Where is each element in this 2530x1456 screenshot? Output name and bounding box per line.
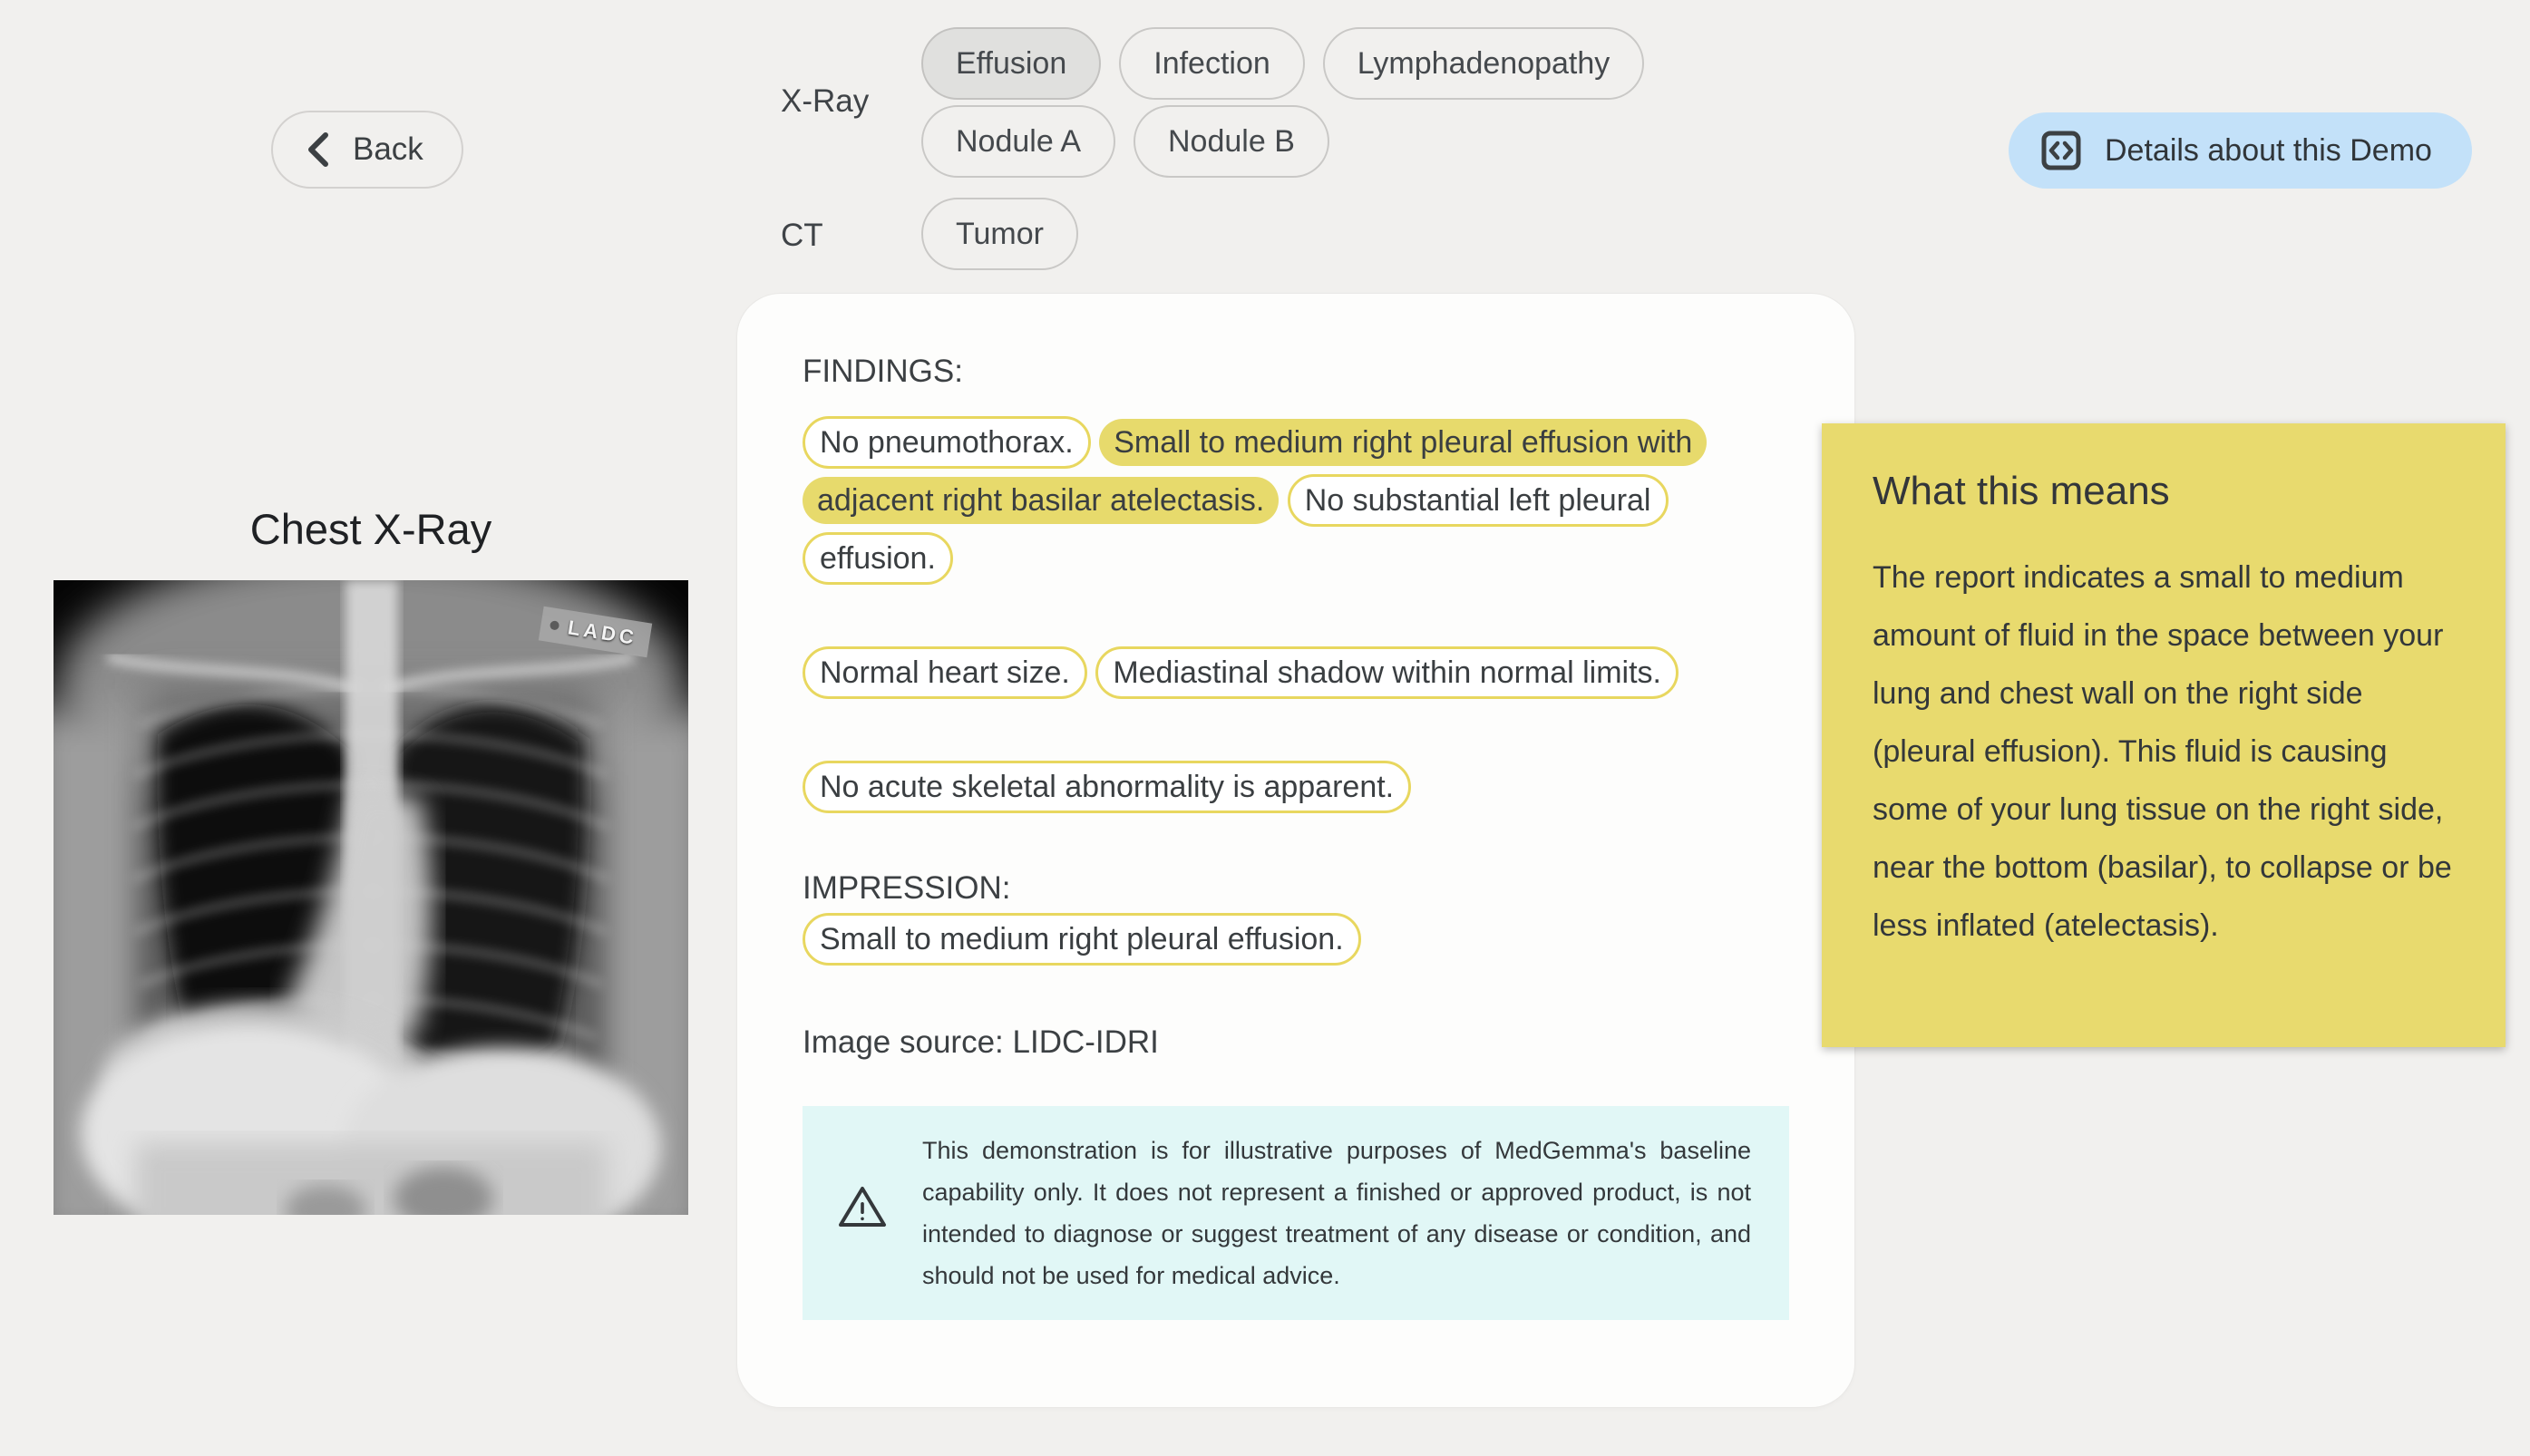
ct-chip-group (921, 198, 1078, 270)
chest-xray-illustration (54, 580, 688, 1215)
findings-heading: FINDINGS: (803, 354, 963, 389)
xray-panel-title: Chest X-Ray (249, 505, 492, 553)
chip-nodule-b[interactable]: Nodule B (1134, 105, 1329, 178)
finding-left-effusion[interactable]: No substantial left pleural effusion. (803, 474, 1669, 585)
chip-infection[interactable]: Infection (1119, 27, 1305, 100)
chip-tumor[interactable]: Tumor (921, 198, 1078, 270)
chip-nodule-a[interactable]: Nodule A (921, 105, 1115, 178)
disclaimer-box (803, 1106, 1789, 1320)
findings-paragraph-2 (803, 644, 1789, 702)
back-label: Back (353, 131, 423, 167)
explanation-body: The report indicates a small to medium amount of fluid in the space between your lung and chest wall on the right side (pleural effusion). This fluid is causing some of your lung tissue on the right side, near the bottom (basilar), to collapse or be less inflated (atelectasis). (1873, 560, 2452, 943)
finding-pneumothorax[interactable]: No pneumothorax. (803, 416, 1091, 469)
warning-icon (837, 1184, 888, 1242)
finding-heart-size[interactable]: Normal heart size. (803, 646, 1087, 699)
finding-effusion-highlighted[interactable]: Small to medium right pleural effusion with adjacent right basilar atelectasis. (803, 419, 1707, 524)
image-source-text: Image source: LIDC-IDRI (803, 1024, 1159, 1060)
xray-marker-tag: LADC (539, 607, 653, 657)
details-about-demo-button[interactable] (2009, 112, 2472, 189)
findings-paragraph-1 (803, 413, 1789, 587)
impression-paragraph (803, 910, 1789, 968)
findings-paragraph-3 (803, 758, 1789, 816)
disclaimer-text: This demonstration is for illustrative purposes of MedGemma's baseline capability only. It does not represent a finished or approved product, is not intended to diagnose or suggest treatment of any disease or condition, and should not be used for medical advice. (922, 1137, 1751, 1289)
back-button[interactable] (271, 111, 463, 189)
code-icon (2041, 131, 2081, 170)
chevron-left-icon (304, 130, 331, 170)
modality-label-ct: CT (781, 218, 823, 253)
impression-heading: IMPRESSION: (803, 870, 1011, 906)
impression-effusion[interactable]: Small to medium right pleural effusion. (803, 913, 1361, 966)
chip-lymphadenopathy[interactable]: Lymphadenopathy (1323, 27, 1645, 100)
chip-effusion[interactable]: Effusion (921, 27, 1101, 100)
report-card (737, 294, 1854, 1407)
explanation-panel (1822, 423, 2506, 1047)
xray-chip-group (921, 27, 1837, 178)
modality-label-xray: X-Ray (781, 83, 870, 119)
chest-xray-image (54, 580, 688, 1215)
details-button-label: Details about this Demo (2105, 132, 2432, 168)
explanation-title: What this means (1873, 469, 2170, 513)
finding-mediastinal[interactable]: Mediastinal shadow within normal limits. (1095, 646, 1679, 699)
finding-skeletal[interactable]: No acute skeletal abnormality is apparent. (803, 761, 1411, 813)
